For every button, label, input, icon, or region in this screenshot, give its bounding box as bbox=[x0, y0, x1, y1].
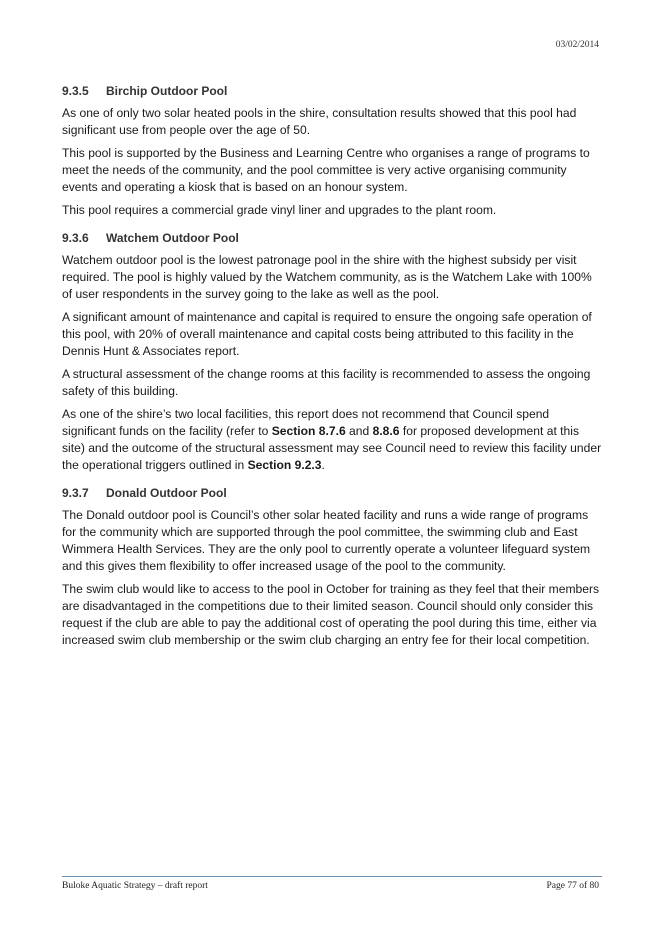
section-birchip bbox=[62, 84, 602, 219]
footer-page-number: Page 77 of 80 bbox=[546, 881, 599, 891]
document-date: 03/02/2014 bbox=[555, 40, 599, 50]
footer-document-title: Buloke Aquatic Strategy – draft report bbox=[62, 881, 208, 891]
section-number: 9.3.7 bbox=[62, 486, 89, 500]
section-number: 9.3.5 bbox=[62, 84, 89, 98]
paragraph-with-references bbox=[62, 406, 602, 474]
paragraph-text: and bbox=[345, 424, 373, 438]
paragraph: Watchem outdoor pool is the lowest patronage pool in the shire with the highest subsidy per visit required. The pool is highly valued by the Watchem community, as is the Watchem Lake with 100% of user respondents in the survey going to the lake as well as the pool. bbox=[62, 253, 592, 301]
section-reference: Section 9.2.3 bbox=[247, 458, 322, 472]
section-title: Donald Outdoor Pool bbox=[106, 486, 227, 500]
section-heading bbox=[62, 486, 602, 500]
paragraph: This pool requires a commercial grade vinyl liner and upgrades to the plant room. bbox=[62, 203, 497, 217]
paragraph-text: for proposed development at this site) and the outcome of the structural assessment may see Council need to review this facility under the operational triggers outlined in bbox=[62, 424, 602, 472]
footer-divider bbox=[62, 876, 602, 877]
paragraph: As one of only two solar heated pools in the shire, consultation results showed that this pool had significant use from people over the age of 50. bbox=[62, 106, 577, 137]
page-content bbox=[62, 84, 602, 661]
section-reference: Section 8.7.6 bbox=[271, 424, 346, 438]
section-donald bbox=[62, 486, 602, 649]
section-heading bbox=[62, 231, 602, 245]
section-title: Birchip Outdoor Pool bbox=[106, 84, 228, 98]
section-watchem bbox=[62, 231, 602, 474]
section-reference: 8.8.6 bbox=[372, 424, 400, 438]
paragraph: A structural assessment of the change rooms at this facility is recommended to assess the ongoing safety of this building. bbox=[62, 367, 591, 398]
section-number: 9.3.6 bbox=[62, 231, 89, 245]
section-heading bbox=[62, 84, 602, 98]
paragraph-text: As one of the shire’s two local facilities, this report does not recommend that Council spend significant funds on the facility (refer to bbox=[62, 407, 550, 438]
paragraph: A significant amount of maintenance and capital is required to ensure the ongoing safe operation of this pool, with 20% of overall maintenance and capital costs being attributed to this facility in the Dennis Hunt & Associates report. bbox=[62, 310, 592, 358]
paragraph: The Donald outdoor pool is Council’s other solar heated facility and runs a wide range of programs for the community which are supported through the pool committee, the swimming club and East Wimmera Health Services. They are the only pool to currently operate a volunteer lifeguard system and this gives them flexibility to offer increased usage of the pool to the community. bbox=[62, 508, 591, 573]
paragraph: The swim club would like to access to the pool in October for training as they feel that their members are disadvantaged in the competitions due to their limited season. Council should only consider this request if the club are able to pay the additional cost of operating the pool during this time, either via increased swim club membership or the swim club charging an entry fee for their local competition. bbox=[62, 582, 600, 647]
section-title: Watchem Outdoor Pool bbox=[106, 231, 239, 245]
paragraph-text: . bbox=[321, 458, 325, 472]
paragraph: This pool is supported by the Business and Learning Centre who organises a range of programs to meet the needs of the community, and the pool committee is very active organising community events and operating a kiosk that is based on an honour system. bbox=[62, 146, 590, 194]
